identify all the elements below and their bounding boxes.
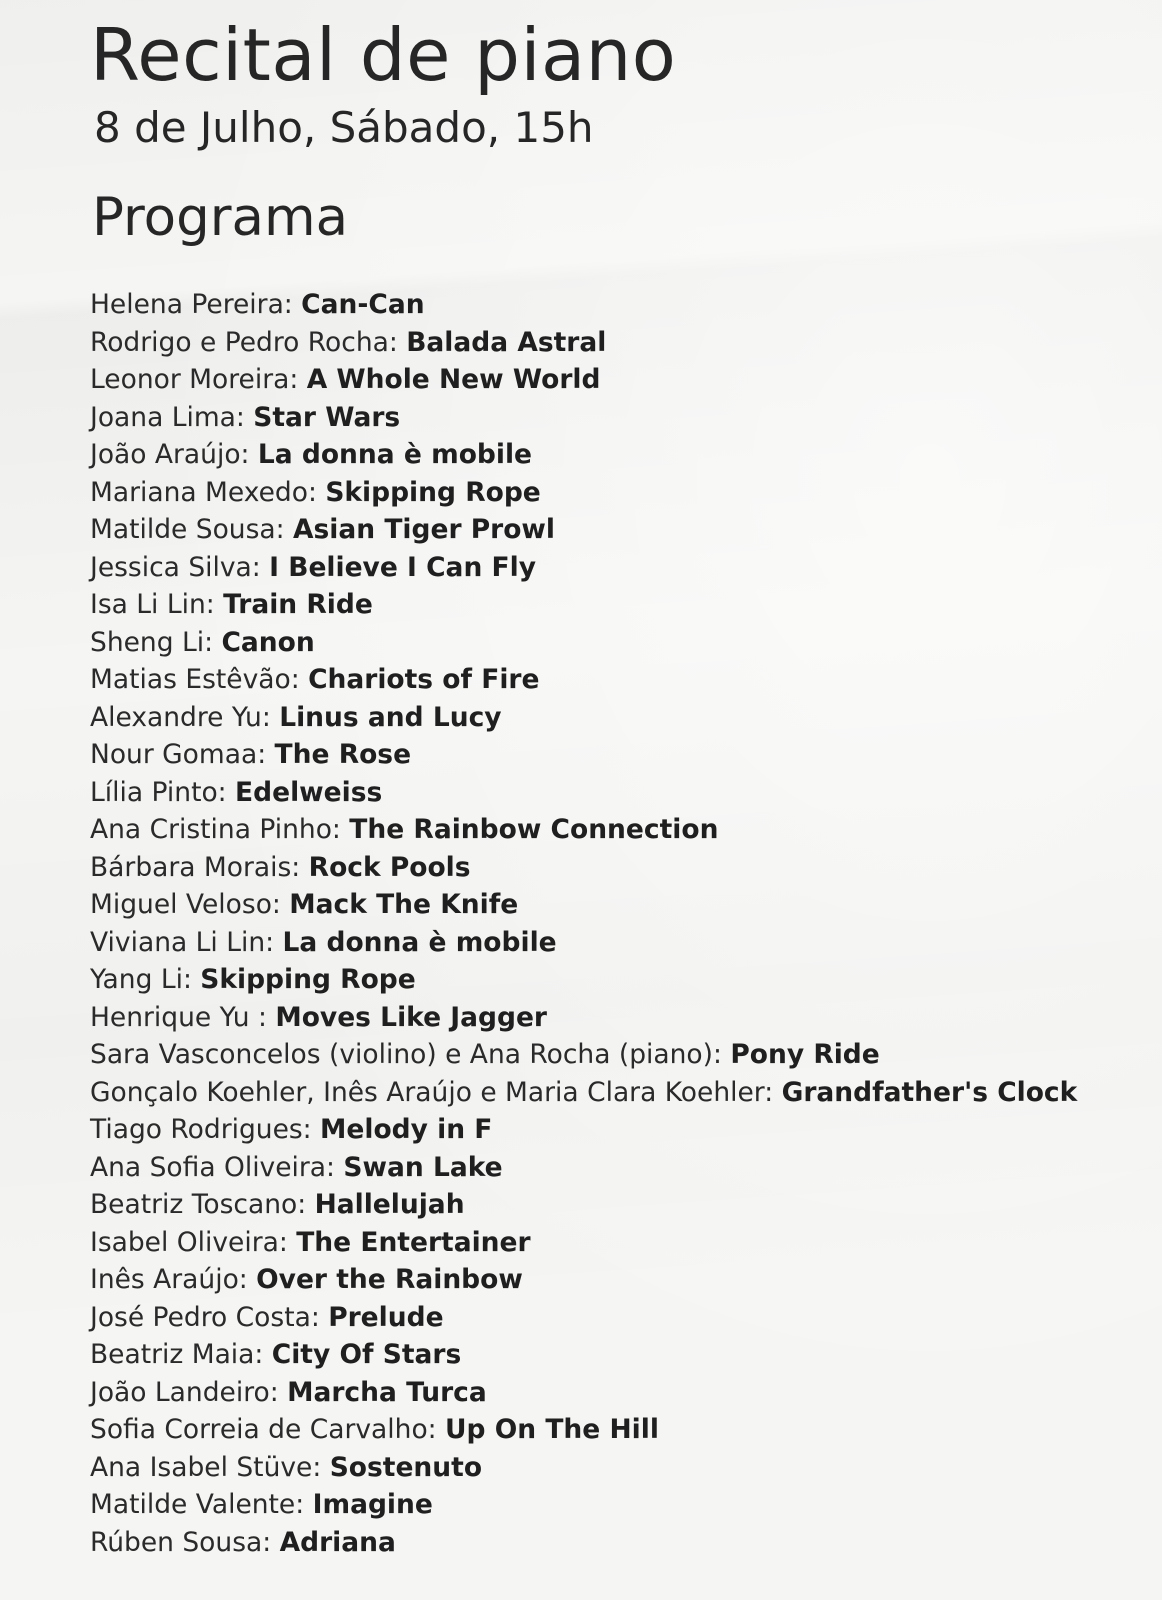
program-item [90, 961, 1150, 999]
performer-name: Rodrigo e Pedro Rocha: [90, 326, 407, 358]
performer-name: Leonor Moreira: [90, 364, 307, 395]
program-item [90, 549, 1150, 587]
performer-name: Ana Sofia Oliveira: [90, 1151, 344, 1183]
program-item [90, 736, 1150, 774]
piece-title: Asian Tiger Prowl [293, 514, 555, 545]
piece-title: A Whole New World [306, 364, 601, 395]
piece-title: Linus and Lucy [279, 701, 502, 733]
piece-title: La donna è mobile [257, 439, 533, 470]
program-item [90, 886, 1150, 924]
piece-title: The Rainbow Connection [349, 814, 719, 845]
program-item [90, 1411, 1150, 1449]
program-item [90, 1336, 1150, 1374]
event-date: 8 de Julho, Sábado, 15h [94, 103, 594, 152]
program-item [90, 849, 1150, 887]
piece-title: City Of Stars [271, 1339, 462, 1370]
piece-title: Grandfather's Clock [781, 1076, 1078, 1108]
program-item [90, 1111, 1150, 1149]
performer-name: Lília Pinto: [90, 776, 236, 808]
piece-title: La donna è mobile [282, 926, 557, 958]
performer-name: Matilde Sousa: [90, 514, 293, 545]
performer-name: Henrique Yu : [90, 1001, 276, 1033]
piece-title: Moves Like Jagger [275, 1001, 547, 1033]
performer-name: Rúben Sousa: [90, 1526, 280, 1558]
piece-title: Skipping Rope [325, 476, 541, 508]
program-item [90, 1224, 1150, 1262]
piece-title: Marcha Turca [287, 1376, 487, 1408]
piece-title: Imagine [312, 1489, 433, 1520]
piece-title: Star Wars [253, 401, 401, 433]
performer-name: Viviana Li Lin: [90, 926, 283, 958]
performer-name: Sheng Li: [90, 626, 222, 658]
piece-title: Balada Astral [406, 326, 607, 358]
recital-document [90, 12, 1150, 1561]
piece-title: The Rose [274, 739, 412, 770]
program-item [90, 774, 1150, 812]
piece-title: Swan Lake [343, 1151, 503, 1183]
piece-title: Canon [221, 626, 315, 658]
program-item [90, 511, 1150, 549]
page-title: Recital de piano [90, 13, 677, 97]
performer-name: Isa Li Lin: [90, 589, 224, 620]
performer-name: Tiago Rodrigues: [90, 1114, 321, 1145]
program-item [90, 1524, 1150, 1562]
piece-title: Over the Rainbow [256, 1264, 523, 1295]
performer-name: Beatriz Toscano: [90, 1189, 315, 1220]
performer-name: Joana Lima: [90, 401, 254, 433]
performer-name: Beatriz Maia: [90, 1339, 272, 1370]
performer-name: Sofia Correia de Carvalho: [90, 1414, 446, 1445]
performer-name: Miguel Veloso: [90, 889, 290, 920]
program-item [90, 999, 1150, 1037]
program-item [90, 1374, 1150, 1412]
piece-title: Adriana [279, 1526, 396, 1558]
program-item [90, 1074, 1150, 1112]
performer-name: Bárbara Morais: [90, 851, 309, 883]
piece-title: Prelude [328, 1301, 444, 1333]
program-item [90, 324, 1150, 362]
program-item [90, 1149, 1150, 1187]
piece-title: Melody in F [320, 1114, 493, 1145]
program-item [90, 1036, 1150, 1074]
program-list [90, 286, 1150, 1561]
program-item [90, 924, 1150, 962]
program-item [90, 399, 1150, 437]
performer-name: Nour Gomaa: [90, 739, 275, 770]
program-item [90, 1261, 1150, 1299]
performer-name: Alexandre Yu: [90, 701, 280, 733]
performer-name: Yang Li: [90, 964, 201, 995]
piece-title: Sostenuto [329, 1451, 483, 1483]
program-item [90, 474, 1150, 512]
performer-name: Helena Pereira: [90, 289, 302, 320]
performer-name: Jessica Silva: [90, 551, 270, 583]
piece-title: Edelweiss [235, 776, 383, 808]
piece-title: Hallelujah [314, 1189, 465, 1220]
piece-title: Pony Ride [730, 1039, 880, 1070]
piece-title: Skipping Rope [200, 964, 416, 995]
piece-title: Rock Pools [308, 851, 471, 883]
piece-title: Up On The Hill [445, 1414, 659, 1445]
performer-name: Inês Araújo: [90, 1264, 257, 1295]
performer-name: Isabel Oliveira: [90, 1226, 297, 1258]
program-item [90, 586, 1150, 624]
program-heading: Programa [92, 187, 349, 248]
program-item [90, 1486, 1150, 1524]
program-item [90, 1186, 1150, 1224]
program-item [90, 286, 1150, 324]
piece-title: Chariots of Fire [308, 664, 540, 695]
program-item [90, 699, 1150, 737]
program-item [90, 1299, 1150, 1337]
piece-title: Train Ride [223, 589, 373, 620]
performer-name: João Landeiro: [90, 1376, 288, 1408]
program-item [90, 361, 1150, 399]
piece-title: I Believe I Can Fly [269, 551, 536, 583]
program-item [90, 624, 1150, 662]
performer-name: Gonçalo Koehler, Inês Araújo e Maria Clara Koehler: [90, 1076, 782, 1108]
piece-title: Mack The Knife [289, 889, 519, 920]
program-item [90, 661, 1150, 699]
performer-name: Ana Isabel Stüve: [90, 1451, 330, 1483]
performer-name: Matilde Valente: [90, 1489, 313, 1520]
program-item [90, 436, 1150, 474]
performer-name: Sara Vasconcelos (violino) e Ana Rocha (piano): [90, 1039, 731, 1070]
performer-name: João Araújo: [90, 439, 258, 470]
piece-title: The Entertainer [296, 1226, 531, 1258]
program-item [90, 1449, 1150, 1487]
performer-name: José Pedro Costa: [90, 1301, 329, 1333]
performer-name: Mariana Mexedo: [90, 476, 326, 508]
performer-name: Matias Estêvão: [90, 664, 309, 695]
program-item [90, 811, 1150, 849]
piece-title: Can-Can [301, 289, 425, 320]
performer-name: Ana Cristina Pinho: [90, 814, 350, 845]
